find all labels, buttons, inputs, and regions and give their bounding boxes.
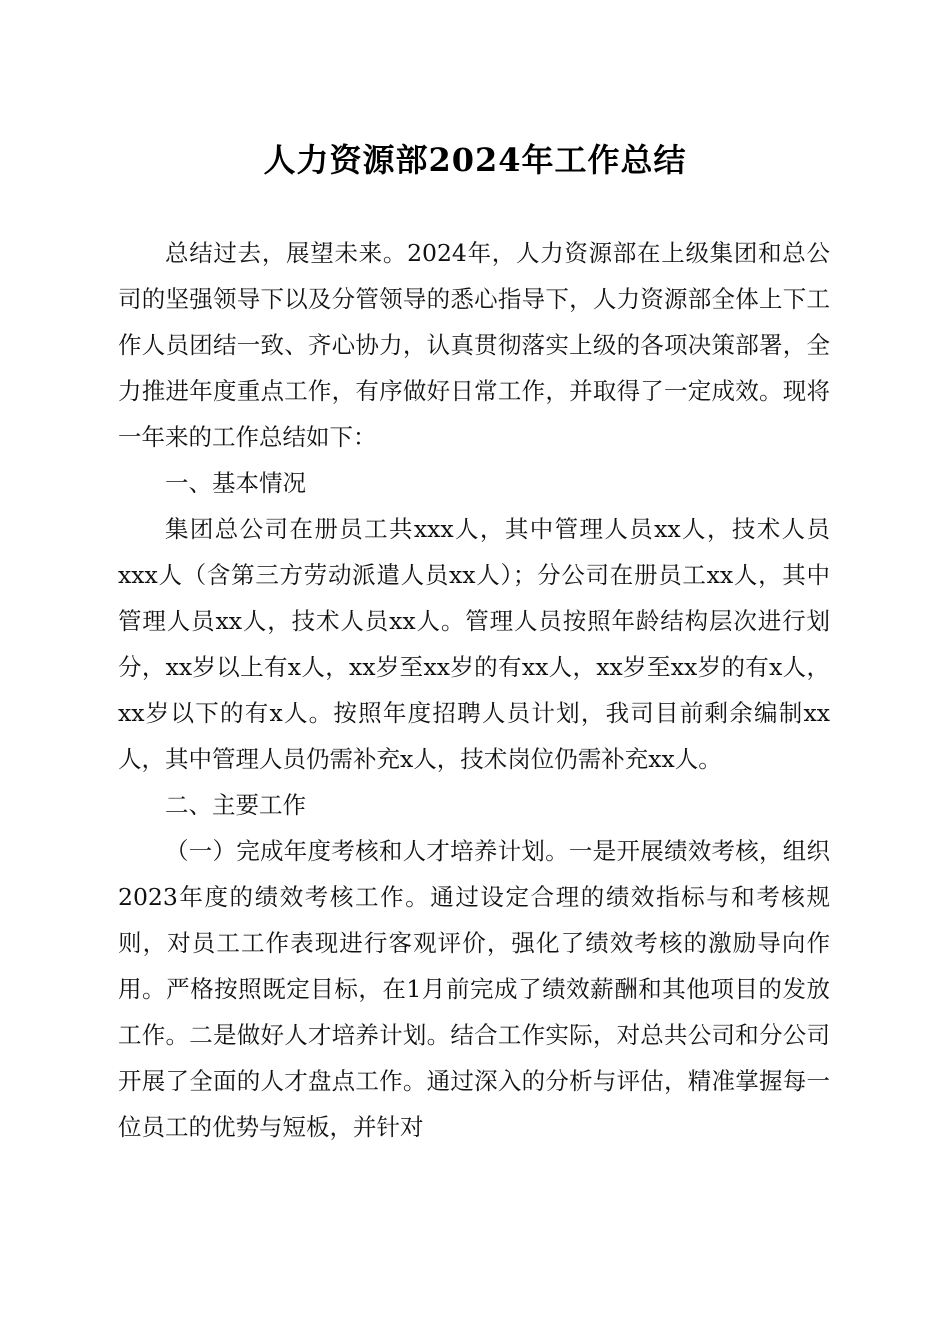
section-heading-basic-situation: 一、基本情况	[165, 469, 306, 497]
main-work-text: 一是开展绩效考核，组织2023年度的绩效考核工作。通过设定合理的绩效指标与和考核规则，对员工工作表现进行客观评价，强化了绩效考核的激励导向作用。严格按照既定目标，在1月前完成了绩效薪酬和其他项目的发放工作。二是做好人才培养计划。结合工作实际，对总共公司和分公司开展了全面的人才盘点工作。通过深入的分析与评估，精准掌握每一位员工的优势与短板，并针对	[118, 837, 831, 1141]
section-heading-main-work: 二、主要工作	[165, 791, 306, 819]
main-work-paragraph	[118, 828, 830, 1150]
intro-paragraph: 总结过去，展望未来。2024年，人力资源部在上级集团和总公司的坚强领导下以及分管领导的悉心指导下，人力资源部全体上下工作人员团结一致、齐心协力，认真贯彻落实上级的各项决策部署，全力推进年度重点工作，有序做好日常工作，并取得了一定成效。现将一年来的工作总结如下：	[118, 239, 830, 451]
document-title: 人力资源部2024年工作总结	[263, 141, 687, 179]
document-body	[118, 230, 830, 1150]
basic-situation-paragraph: 集团总公司在册员工共xxx人，其中管理人员xx人，技术人员xxx人（含第三方劳动派遣人员xx人）；分公司在册员工xx人，其中管理人员xx人，技术人员xx人。管理人员按照年龄结构层次进行划分，xx岁以上有x人，xx岁至xx岁的有xx人，xx岁至xx岁的有x人，xx岁以下的有x人。按照年度招聘人员计划，我司目前剩余编制xx人，其中管理人员仍需补充x人，技术岗位仍需补充xx人。	[118, 515, 830, 773]
main-work-subheading: （一）完成年度考核和人才培养计划。	[165, 837, 569, 865]
